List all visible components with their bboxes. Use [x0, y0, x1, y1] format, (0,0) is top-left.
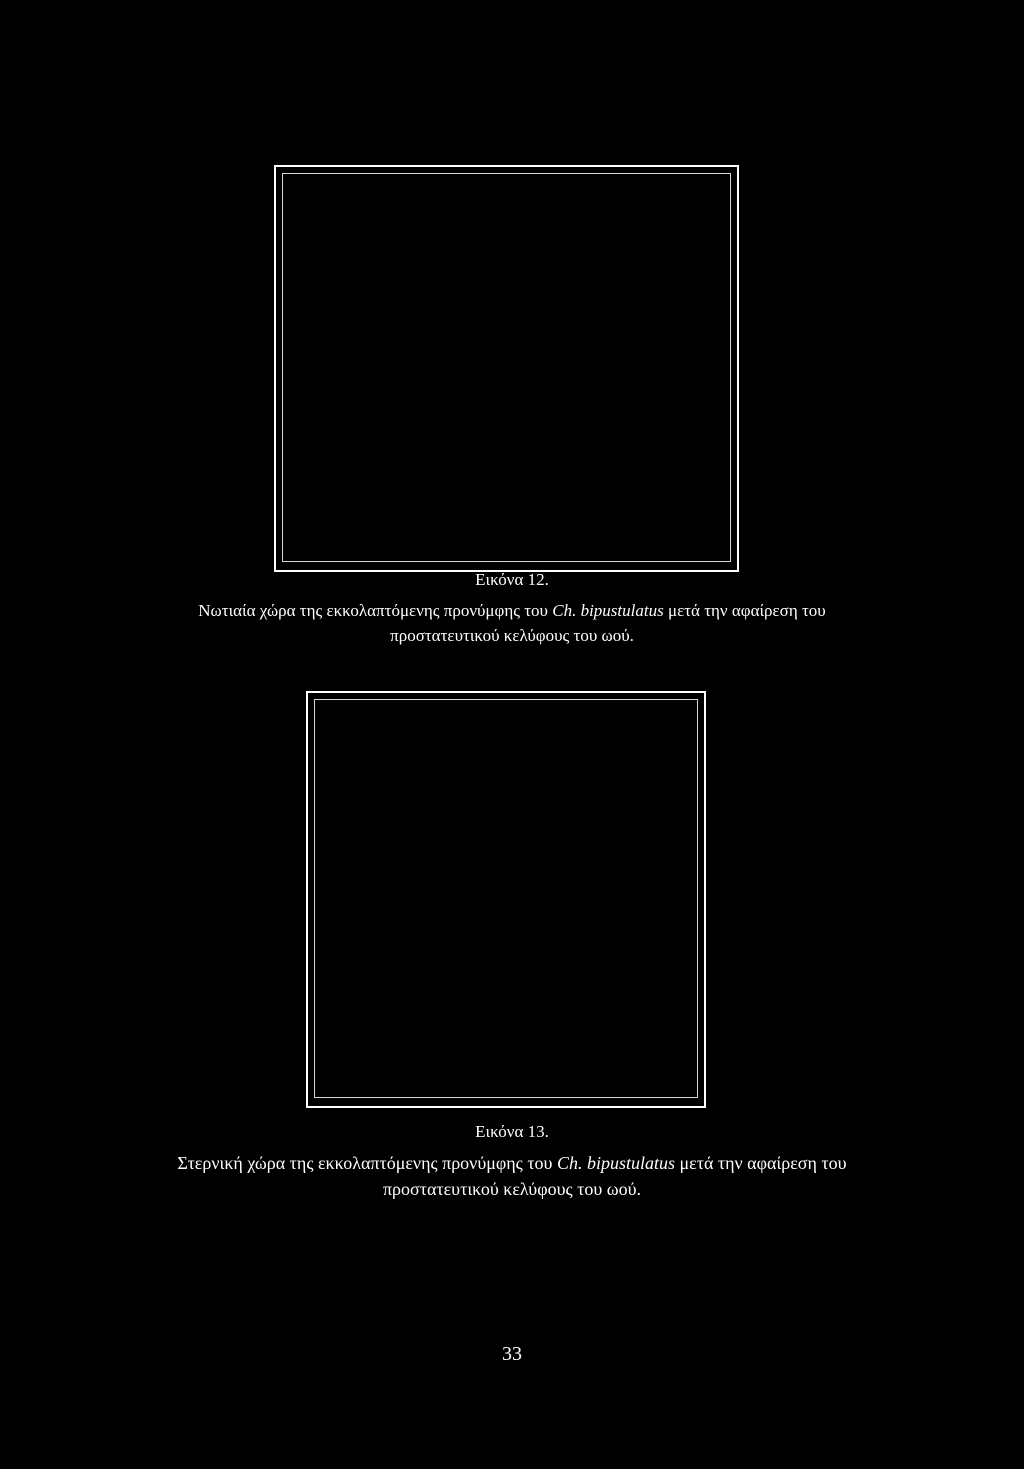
figure-13-inner-frame: [314, 699, 698, 1098]
figure-12-caption-text-end: μετά την αφαίρεση του προστατευτικού κελύφους του ωού.: [390, 601, 826, 645]
figure-12-label: Εικόνα 12.: [475, 570, 549, 589]
figure-12-image: [274, 165, 739, 572]
page-number: 33: [502, 1343, 522, 1365]
figure-12-caption-species: Ch. bipustulatus: [552, 601, 664, 620]
figure-13-image: [306, 691, 706, 1108]
figure-13-caption-text-end: μετά την αφαίρεση του προστατευτικού κελύφους του ωού.: [382, 1153, 847, 1199]
figure-13-label: Εικόνα 13.: [475, 1122, 549, 1141]
figure-12-caption-text: Νωτιαία χώρα της εκκολαπτόμενης προνύμφης του: [198, 601, 553, 620]
figure-13-caption: [150, 1150, 874, 1202]
figure-13-caption-text: Στερνική χώρα της εκκολαπτόμενης προνύμφης του: [177, 1153, 557, 1173]
figure-12-caption: [150, 598, 874, 648]
figure-13-caption-species: Ch. bipustulatus: [556, 1153, 675, 1173]
figure-12-inner-frame: [282, 173, 731, 562]
